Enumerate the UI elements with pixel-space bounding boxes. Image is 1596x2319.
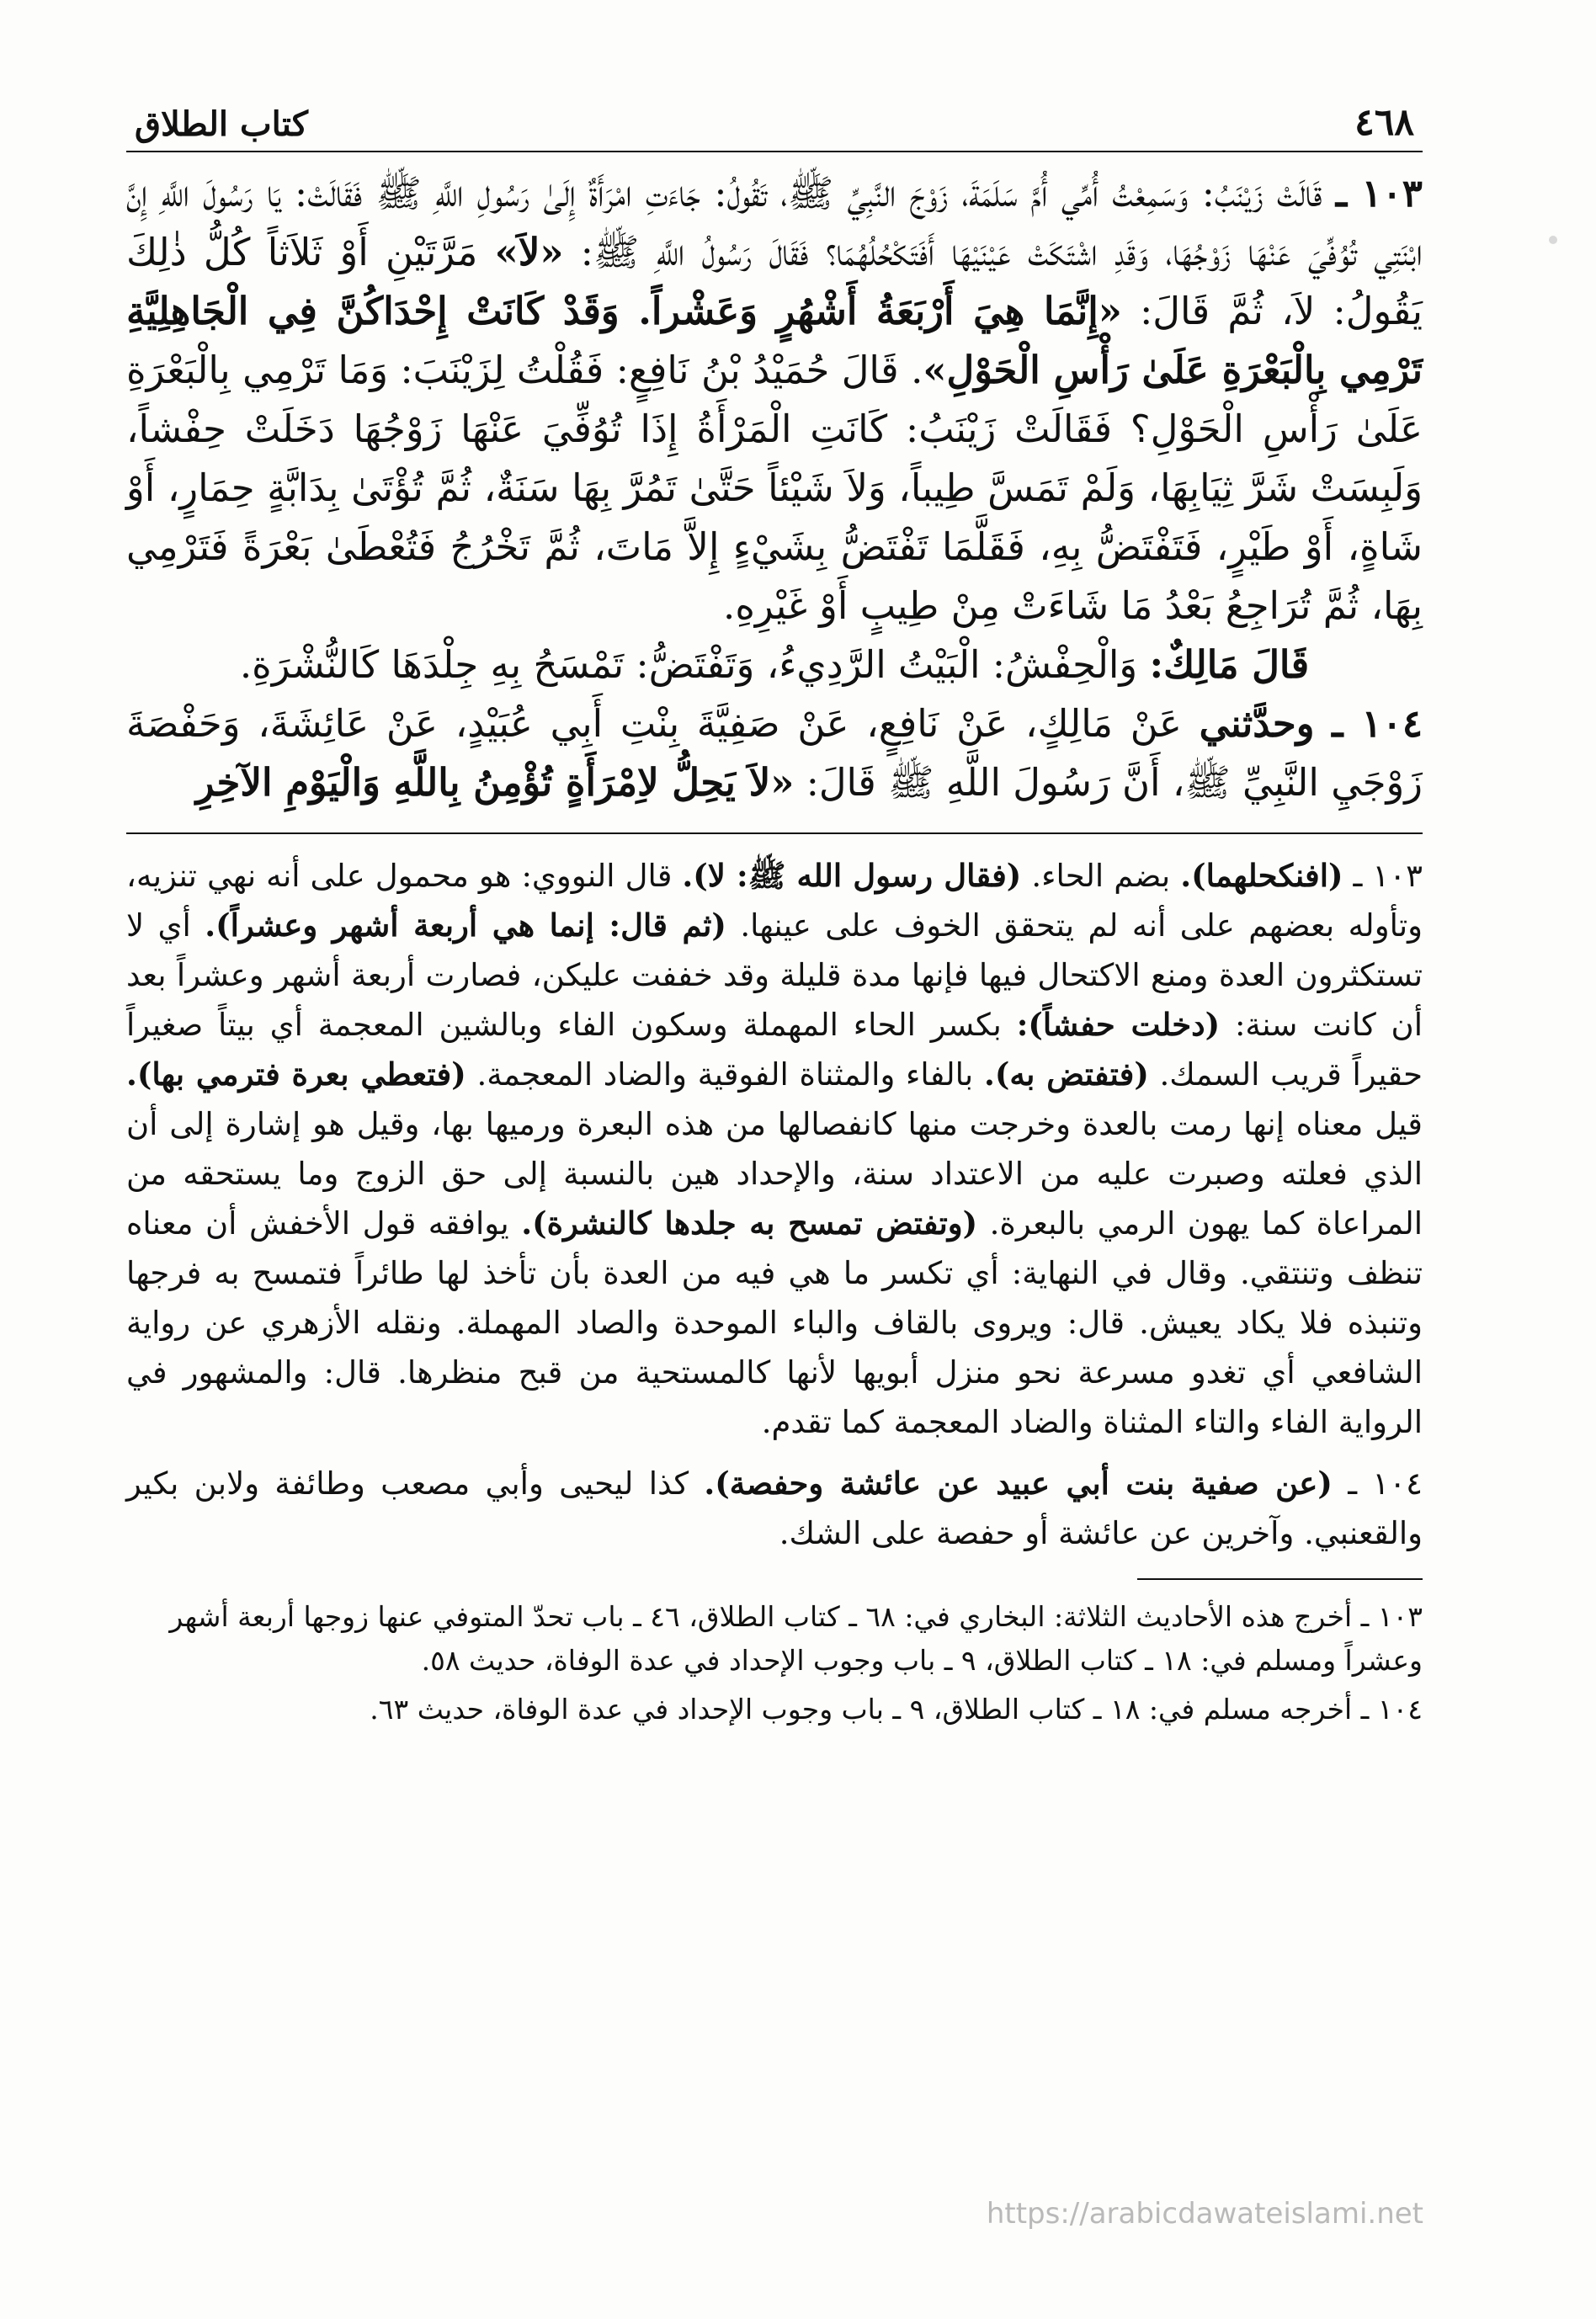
hadith-text-part: . قَالَ حُمَيْدُ بْنُ نَافِعٍ: فَقُلْتُ لِزَيْنَبَ: وَمَا تَرْمِي بِالْبَعْرَةِ عَلَىٰ رَأْسِ الْحَوْلِ؟ فَقَالَتْ زَيْنَبُ: كَانَتِ الْمَرْأَةُ إِذَا تُوُفِّيَ عَنْهَا زَوْجُهَا دَخَلَتْ حِفْشاً، وَلَبِسَتْ شَرَّ ثِيَابِهَا، وَلَمْ تَمَسَّ طِيباً، وَلاَ شَيْئاً حَتَّىٰ تَمُرَّ بِهَا سَنَةٌ، ثُمَّ تُؤْتَىٰ بِدَابَّةٍ حِمَارٍ، أَوْ شَاةٍ، أَوْ طَيْرٍ، فَتَفْتَضُّ بِهِ، فَقَلَّمَا تَفْتَضُّ بِشَيْءٍ إِلاَّ مَاتَ، ثُمَّ تَخْرُجُ فَتُعْطَىٰ بَعْرَةً فَتَرْمِي بِهَا، ثُمَّ تُرَاجِعُ بَعْدُ مَا شَاءَتْ مِنْ طِيبٍ أَوْ غَيْرِهِ. xyxy=(126,348,1423,628)
hadith-number: ١٠٣ ـ xyxy=(1335,171,1423,215)
malik-text: وَالْحِفْشُ: الْبَيْتُ الرَّدِيءُ، وَتَفْتَضُّ: تَمْسَحُ بِهِ جِلْدَهَا كَالنُّشْرَةِ. xyxy=(239,642,1138,687)
hadith-quote: «لاَ» xyxy=(494,230,564,274)
page-number: ٤٦٨ xyxy=(1354,101,1414,144)
malik-label: قَالَ مَالِكٌ: xyxy=(1149,642,1310,687)
scan-speck xyxy=(1549,236,1557,244)
malik-comment xyxy=(126,636,1423,694)
commentary-104 xyxy=(126,1459,1423,1558)
watermark-url: https://arabicdawateislami.net xyxy=(986,2197,1423,2231)
commentary-lemma: (دخلت حفشاً): xyxy=(1016,1006,1221,1043)
commentary xyxy=(126,851,1423,1558)
commentary-lemma: (افنكحلهما). xyxy=(1180,857,1343,894)
commentary-lemma: (وتفتض تمسح به جلدها كالنشرة). xyxy=(521,1205,978,1242)
commentary-text: كذا ليحيى وأبي مصعب وطائفة ولابن بكير والقعنبي. وآخرين عن عائشة أو حفصة على الشك. xyxy=(126,1465,1423,1551)
commentary-103 xyxy=(126,851,1423,1447)
hadith-103 xyxy=(126,164,1423,636)
commentary-text: أي لا تستكثرون العدة ومنع الاكتحال فيها فإنها مدة قليلة وقد خففت عليكن، فصارت أربعة أشهر وعشراً بعد أن كانت سنة: xyxy=(126,907,1423,1043)
footnotes xyxy=(126,1595,1423,1731)
hadith-text-part: عَنْ مَالِكٍ، عَنْ نَافِعٍ، عَنْ صَفِيَّةَ بِنْتِ أَبِي عُبَيْدٍ، عَنْ عَائِشَةَ، وَحَفْصَةَ زَوْجَيِ النَّبِيِّ ﷺ، أَنَّ رَسُولَ اللَّهِ ﷺ قَالَ: xyxy=(126,701,1423,805)
hadith-text xyxy=(126,164,1423,812)
commentary-text: يوافقه قول الأخفش أن معناه تنظف وتنتقي. وقال في النهاية: أي تكسر ما هي فيه من العدة بأن تأخذ لها طائراً فتمسح به فرجها وتنبذه فلا يكاد يعيش. قال: ويروى بالقاف والباء الموحدة والصاد المهملة. ونقله الأزهري عن رواية الشافعي أي تغدو مسرعة نحو منزل أبويها لأنها كالمستحية من قبح منظرها. قال: والمشهور في الرواية الفاء والتاء المثناة والضاد المعجمة كما تقدم. xyxy=(126,1205,1423,1440)
hadith-text-part: قَالَتْ زَيْنَبُ: وَسَمِعْتُ أُمِّي أُمَّ سَلَمَةَ، زَوْجَ النَّبِيِّ ﷺ، تَقُولُ: جَاءَتِ امْرَأَةٌ إِلَىٰ رَسُولِ اللَّهِ ﷺ فَقَالَتْ: يَا رَسُولَ اللَّهِ إِنَّ ابْنَتِي تُوُفِّيَ عَنْهَا زَوْجُهَا، وَقَدِ اشْتَكَتْ عَيْنَيْهَا أَفَتَكْحُلُهُمَا؟ فَقَالَ رَسُولُ اللَّهِ ﷺ: xyxy=(126,171,1423,274)
commentary-divider xyxy=(126,832,1423,834)
footnote-divider xyxy=(1137,1578,1423,1580)
commentary-text: قال النووي: هو محمول على أنه نهي تنزيه، وتأوله بعضهم على أنه لم يتحقق الخوف على عينها. xyxy=(126,858,1423,944)
commentary-lemma: (فتفتض به). xyxy=(983,1056,1149,1093)
commentary-text: بضم الحاء. xyxy=(1031,858,1171,894)
hadith-opening: وحدَّثني xyxy=(1199,701,1315,746)
hadith-104 xyxy=(126,694,1423,812)
hadith-quote: «إِنَّمَا هِيَ أَرْبَعَةُ أَشْهُرٍ وَعَشْراً. وَقَدْ كَانَتْ إِحْدَاكُنَّ فِي الْجَاهِلِيَّةِ تَرْمِي بِالْبَعْرَةِ عَلَىٰ رَأْسِ الْحَوْلِ» xyxy=(126,289,1423,392)
commentary-number: ١٠٤ ـ xyxy=(1348,1465,1423,1502)
commentary-text: بكسر الحاء المهملة وسكون الفاء وبالشين المعجمة أي بيتاً صغيراً حقيراً قريب السمك. xyxy=(126,1007,1423,1093)
commentary-text: قيل معناه إنها رمت بالعدة وخرجت منها كانفصالها من هذه البعرة ورميها بها، وقيل هو إشارة إلى أن الذي فعلته وصبرت عليه من الاعتداد سنة، والإحداد هين بالنسبة إلى حق الزوج وما يستحقه من المراعاة كما يهون الرمي بالبعرة. xyxy=(126,1106,1423,1242)
commentary-text: بالفاء والمثناة الفوقية والضاد المعجمة. xyxy=(476,1056,974,1093)
running-head xyxy=(126,101,1423,152)
footnote-103: ١٠٣ ـ أخرج هذه الأحاديث الثلاثة: البخاري في: ٦٨ ـ كتاب الطلاق، ٤٦ ـ باب تحدّ المتوفي عنها زوجها أربعة أشهر وعشراً ومسلم في: ١٨ ـ كتاب الطلاق، ٩ ـ باب وجوب الإحداد في عدة الوفاة، حديث ٥٨. xyxy=(169,1600,1423,1677)
hadith-number: ١٠٤ ـ xyxy=(1332,701,1423,746)
book-title: كتاب الطلاق xyxy=(135,104,308,144)
commentary-lemma: (ثم قال: إنما هي أربعة أشهر وعشراً). xyxy=(205,907,726,944)
hadith-quote: «لاَ يَحِلُّ لاِمْرَأَةٍ تُؤْمِنُ بِاللَّهِ وَالْيَوْمِ الآخِرِ xyxy=(195,760,795,805)
commentary-number: ١٠٣ ـ xyxy=(1353,858,1423,894)
hadith-text-part: مَرَّتَيْنِ أَوْ ثَلاَثاً كُلُّ ذٰلِكَ يَقُولُ: لاَ، ثُمَّ قَالَ: xyxy=(126,230,1423,333)
page xyxy=(126,101,1423,1737)
footnote-104: ١٠٤ ـ أخرجه مسلم في: ١٨ ـ كتاب الطلاق، ٩ ـ باب وجوب الإحداد في عدة الوفاة، حديث ٦٣. xyxy=(370,1693,1423,1726)
commentary-lemma: (عن صفية بنت أبي عبيد عن عائشة وحفصة). xyxy=(704,1465,1333,1502)
commentary-lemma: (فقال رسول الله ﷺ: لا). xyxy=(682,857,1022,894)
commentary-lemma: (فتعطي بعرة فترمي بها). xyxy=(126,1056,466,1093)
